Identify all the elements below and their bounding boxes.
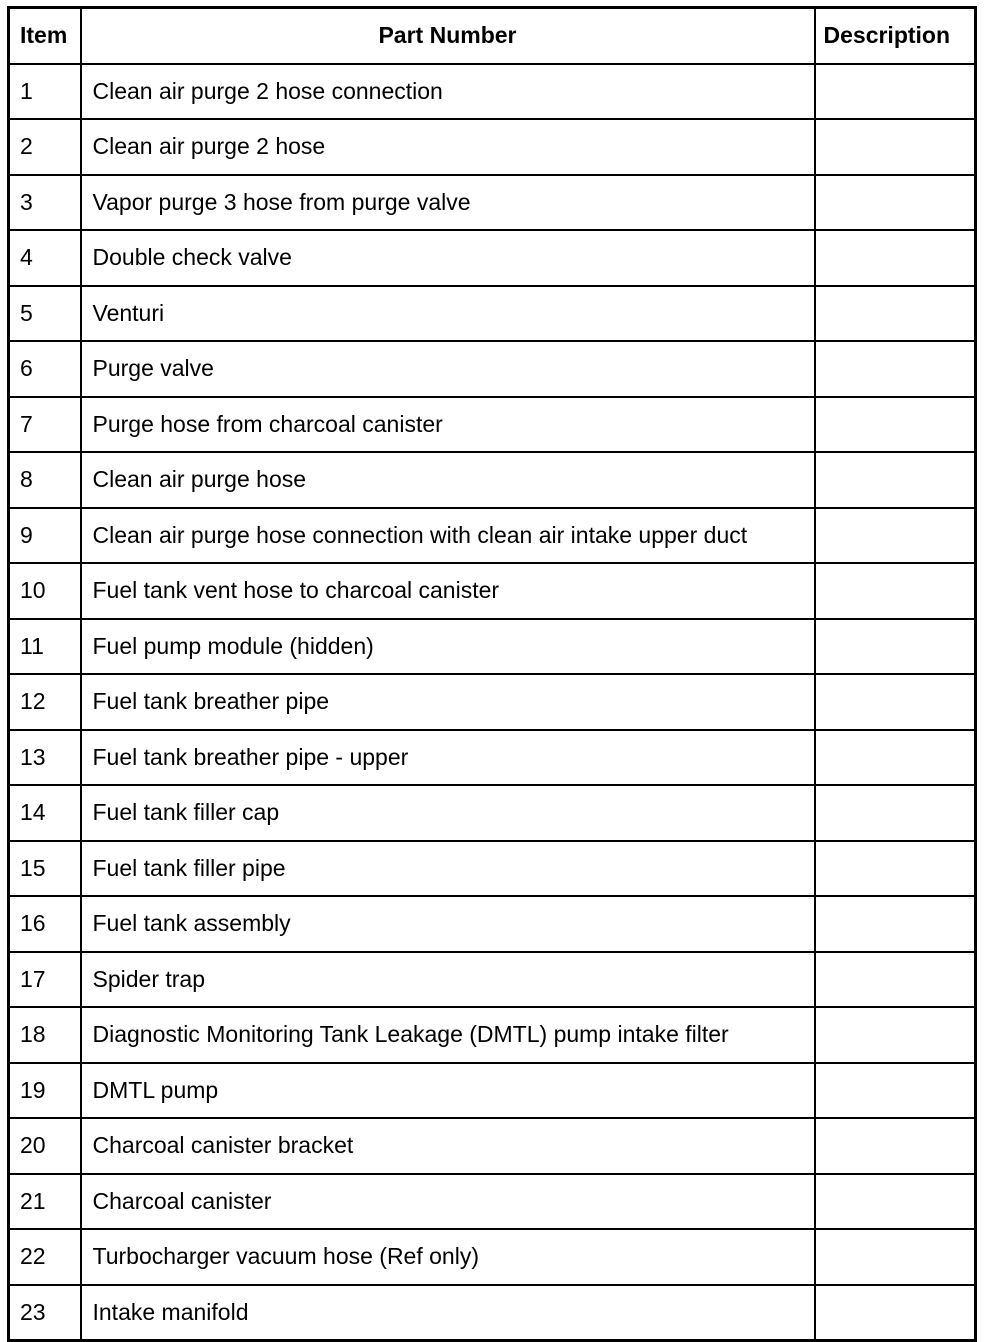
table-row — [9, 730, 976, 786]
table-row — [9, 341, 976, 397]
table-row — [9, 563, 976, 619]
table-row — [9, 952, 976, 1008]
header-item: Item — [9, 8, 81, 64]
table-row — [9, 896, 976, 952]
item-number-cell: 7 — [9, 397, 81, 453]
item-number-cell: 23 — [9, 1285, 81, 1341]
part-name-cell: Venturi — [81, 286, 815, 342]
table-row — [9, 286, 976, 342]
item-number-cell: 3 — [9, 175, 81, 231]
description-cell — [815, 674, 976, 730]
table-row — [9, 175, 976, 231]
part-name-cell: Clean air purge 2 hose connection — [81, 64, 815, 120]
item-number-cell: 15 — [9, 841, 81, 897]
description-cell — [815, 64, 976, 120]
item-number-cell: 18 — [9, 1007, 81, 1063]
part-name-cell: Charcoal canister — [81, 1174, 815, 1230]
item-number-cell: 4 — [9, 230, 81, 286]
item-number-cell: 10 — [9, 563, 81, 619]
item-number-cell: 12 — [9, 674, 81, 730]
item-number-cell: 22 — [9, 1229, 81, 1285]
table-row — [9, 1118, 976, 1174]
description-cell — [815, 508, 976, 564]
part-name-cell: Fuel tank assembly — [81, 896, 815, 952]
description-cell — [815, 896, 976, 952]
description-cell — [815, 1063, 976, 1119]
part-name-cell: Diagnostic Monitoring Tank Leakage (DMTL) pump intake filter — [81, 1007, 815, 1063]
item-number-cell: 1 — [9, 64, 81, 120]
parts-table — [7, 6, 977, 1342]
part-name-cell: Fuel tank breather pipe — [81, 674, 815, 730]
table-row — [9, 674, 976, 730]
item-number-cell: 8 — [9, 452, 81, 508]
description-cell — [815, 563, 976, 619]
table-row — [9, 1174, 976, 1230]
item-number-cell: 20 — [9, 1118, 81, 1174]
item-number-cell: 5 — [9, 286, 81, 342]
description-cell — [815, 952, 976, 1008]
part-name-cell: Clean air purge hose — [81, 452, 815, 508]
table-row — [9, 508, 976, 564]
description-cell — [815, 1118, 976, 1174]
description-cell — [815, 1285, 976, 1341]
item-number-cell: 13 — [9, 730, 81, 786]
table-row — [9, 230, 976, 286]
item-number-cell: 14 — [9, 785, 81, 841]
part-name-cell: Fuel tank filler cap — [81, 785, 815, 841]
table-row — [9, 119, 976, 175]
part-name-cell: Clean air purge hose connection with clean air intake upper duct — [81, 508, 815, 564]
description-cell — [815, 841, 976, 897]
item-number-cell: 19 — [9, 1063, 81, 1119]
table-row — [9, 1285, 976, 1341]
item-number-cell: 16 — [9, 896, 81, 952]
part-name-cell: Spider trap — [81, 952, 815, 1008]
table-header-row — [9, 8, 976, 64]
item-number-cell: 11 — [9, 619, 81, 675]
item-number-cell: 6 — [9, 341, 81, 397]
table-row — [9, 1063, 976, 1119]
description-cell — [815, 1007, 976, 1063]
table-row — [9, 397, 976, 453]
part-name-cell: Clean air purge 2 hose — [81, 119, 815, 175]
description-cell — [815, 1174, 976, 1230]
part-name-cell: Fuel tank breather pipe - upper — [81, 730, 815, 786]
description-cell — [815, 341, 976, 397]
table-row — [9, 1229, 976, 1285]
description-cell — [815, 397, 976, 453]
table-row — [9, 64, 976, 120]
part-name-cell: Purge hose from charcoal canister — [81, 397, 815, 453]
header-description: Description — [815, 8, 976, 64]
description-cell — [815, 119, 976, 175]
item-number-cell: 17 — [9, 952, 81, 1008]
part-name-cell: DMTL pump — [81, 1063, 815, 1119]
part-name-cell: Purge valve — [81, 341, 815, 397]
part-name-cell: Fuel tank vent hose to charcoal canister — [81, 563, 815, 619]
part-name-cell: Vapor purge 3 hose from purge valve — [81, 175, 815, 231]
description-cell — [815, 1229, 976, 1285]
part-name-cell: Charcoal canister bracket — [81, 1118, 815, 1174]
table-row — [9, 841, 976, 897]
description-cell — [815, 730, 976, 786]
description-cell — [815, 175, 976, 231]
table-row — [9, 452, 976, 508]
part-name-cell: Fuel tank filler pipe — [81, 841, 815, 897]
description-cell — [815, 230, 976, 286]
table-body — [9, 64, 976, 1341]
item-number-cell: 2 — [9, 119, 81, 175]
description-cell — [815, 619, 976, 675]
table-row — [9, 785, 976, 841]
part-name-cell: Fuel pump module (hidden) — [81, 619, 815, 675]
header-part-number: Part Number — [81, 8, 815, 64]
part-name-cell: Intake manifold — [81, 1285, 815, 1341]
part-name-cell: Double check valve — [81, 230, 815, 286]
description-cell — [815, 452, 976, 508]
part-name-cell: Turbocharger vacuum hose (Ref only) — [81, 1229, 815, 1285]
description-cell — [815, 286, 976, 342]
item-number-cell: 21 — [9, 1174, 81, 1230]
description-cell — [815, 785, 976, 841]
table-row — [9, 619, 976, 675]
item-number-cell: 9 — [9, 508, 81, 564]
table-row — [9, 1007, 976, 1063]
